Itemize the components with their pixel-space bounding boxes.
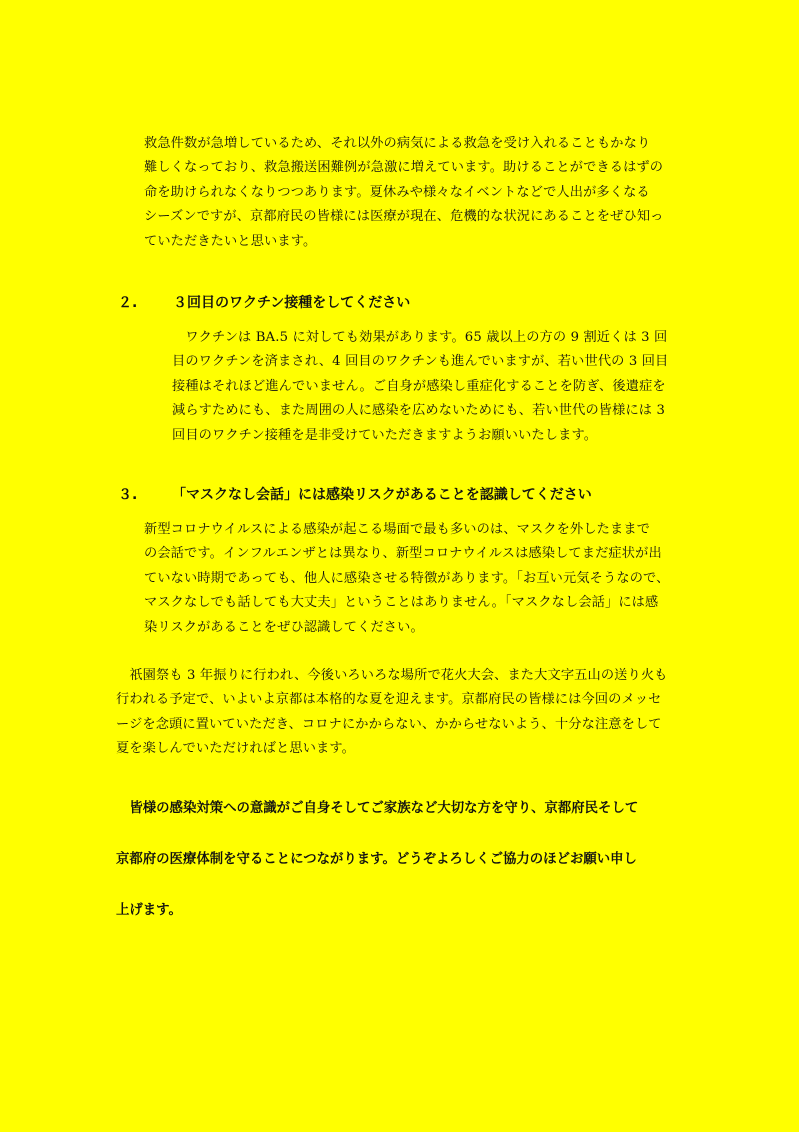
section-3-number: ３. — [118, 487, 138, 503]
section-2-body — [172, 326, 668, 448]
intro-paragraph — [144, 132, 664, 254]
intro-line: 命を助けられなくなりつつあります。夏休みや様々なイベントなどで人出が多くなる — [144, 184, 650, 200]
section-2-title: ３回目のワクチン接種をしてください — [173, 295, 411, 311]
intro-line: 救急件数が急増しているため、それ以外の病気による救急を受け入れることもかなり — [144, 136, 651, 151]
section-3-body — [144, 518, 669, 640]
section-3-line: マスクなしでも話しても大丈夫」ということはありません。「マスクなし会話」には感 — [144, 595, 659, 611]
intro-line: ていただきたいと思います。 — [144, 233, 317, 249]
section-2-line: 回目のワクチン接種を是非受けていただきますようお願いいたします。 — [172, 427, 598, 443]
section-2-line: 接種はそれほど進んでいません。ご自身が感染し重症化することを防ぎ、後遺症を — [172, 378, 666, 394]
intro-line: 難しくなっており、救急搬送困難例が急激に増えています。助けることができるはずの — [144, 160, 664, 176]
section-2-line: ワクチンは BA.5 に対しても効果があります。65 歳以上の方の 9 割近くは 3 回 — [172, 330, 668, 345]
summer-paragraph — [116, 664, 668, 762]
section-2-heading — [118, 293, 678, 315]
section-3-line: ていない時期であっても、他人に感染させる特徴があります。「お互い元気そうなので、 — [144, 570, 670, 586]
section-2-number: ２. — [118, 295, 138, 311]
summer-line: ージを念頭に置いていただき、コロナにかからない、かからせないよう、十分な注意をして — [116, 716, 662, 732]
section-2-line: 減らすためにも、また周囲の人に感染を広めないためにも、若い世代の皆様には 3 — [172, 403, 666, 419]
summer-line: 行われる予定で、いよいよ京都は本格的な夏を迎えます。京都府民の皆様には今回のメッセ — [116, 692, 662, 708]
section-3-heading — [118, 485, 678, 507]
closing-line-3: 上げます。 — [116, 903, 182, 918]
closing-line-2: 京都府の医療体制を守ることにつながります。どうぞよろしくご協力のほどお願い申し — [116, 852, 637, 867]
summer-line: 夏を楽しんでいただければと思います。 — [116, 741, 356, 757]
intro-line: シーズンですが、京都府民の皆様には医療が現在、危機的な状況にあることをぜひ知っ — [144, 209, 664, 225]
closing-line-1: 皆様の感染対策への意識がご自身そしてご家族など大切な方を守り、京都府民そして — [116, 801, 639, 816]
section-3-line: 新型コロナウイルスによる感染が起こる場面で最も多いのは、マスクを外したままで — [144, 522, 651, 537]
section-2-line: 目のワクチンを済まされ、4 回目のワクチンも進んでいますが、若い世代の 3 回目 — [172, 354, 669, 370]
summer-line: 祇園祭も 3 年振りに行われ、今後いろいろな場所で花火大会、また大文字五山の送り火も — [116, 668, 668, 683]
section-3-line: 染リスクがあることをぜひ認識してください。 — [144, 619, 424, 635]
section-3-title: 「マスクなし会話」には感染リスクがあることを認識してください — [172, 487, 592, 503]
section-3-line: の会話です。インフルエンザとは異なり、新型コロナウイルスは感染してまだ症状が出 — [144, 546, 662, 562]
